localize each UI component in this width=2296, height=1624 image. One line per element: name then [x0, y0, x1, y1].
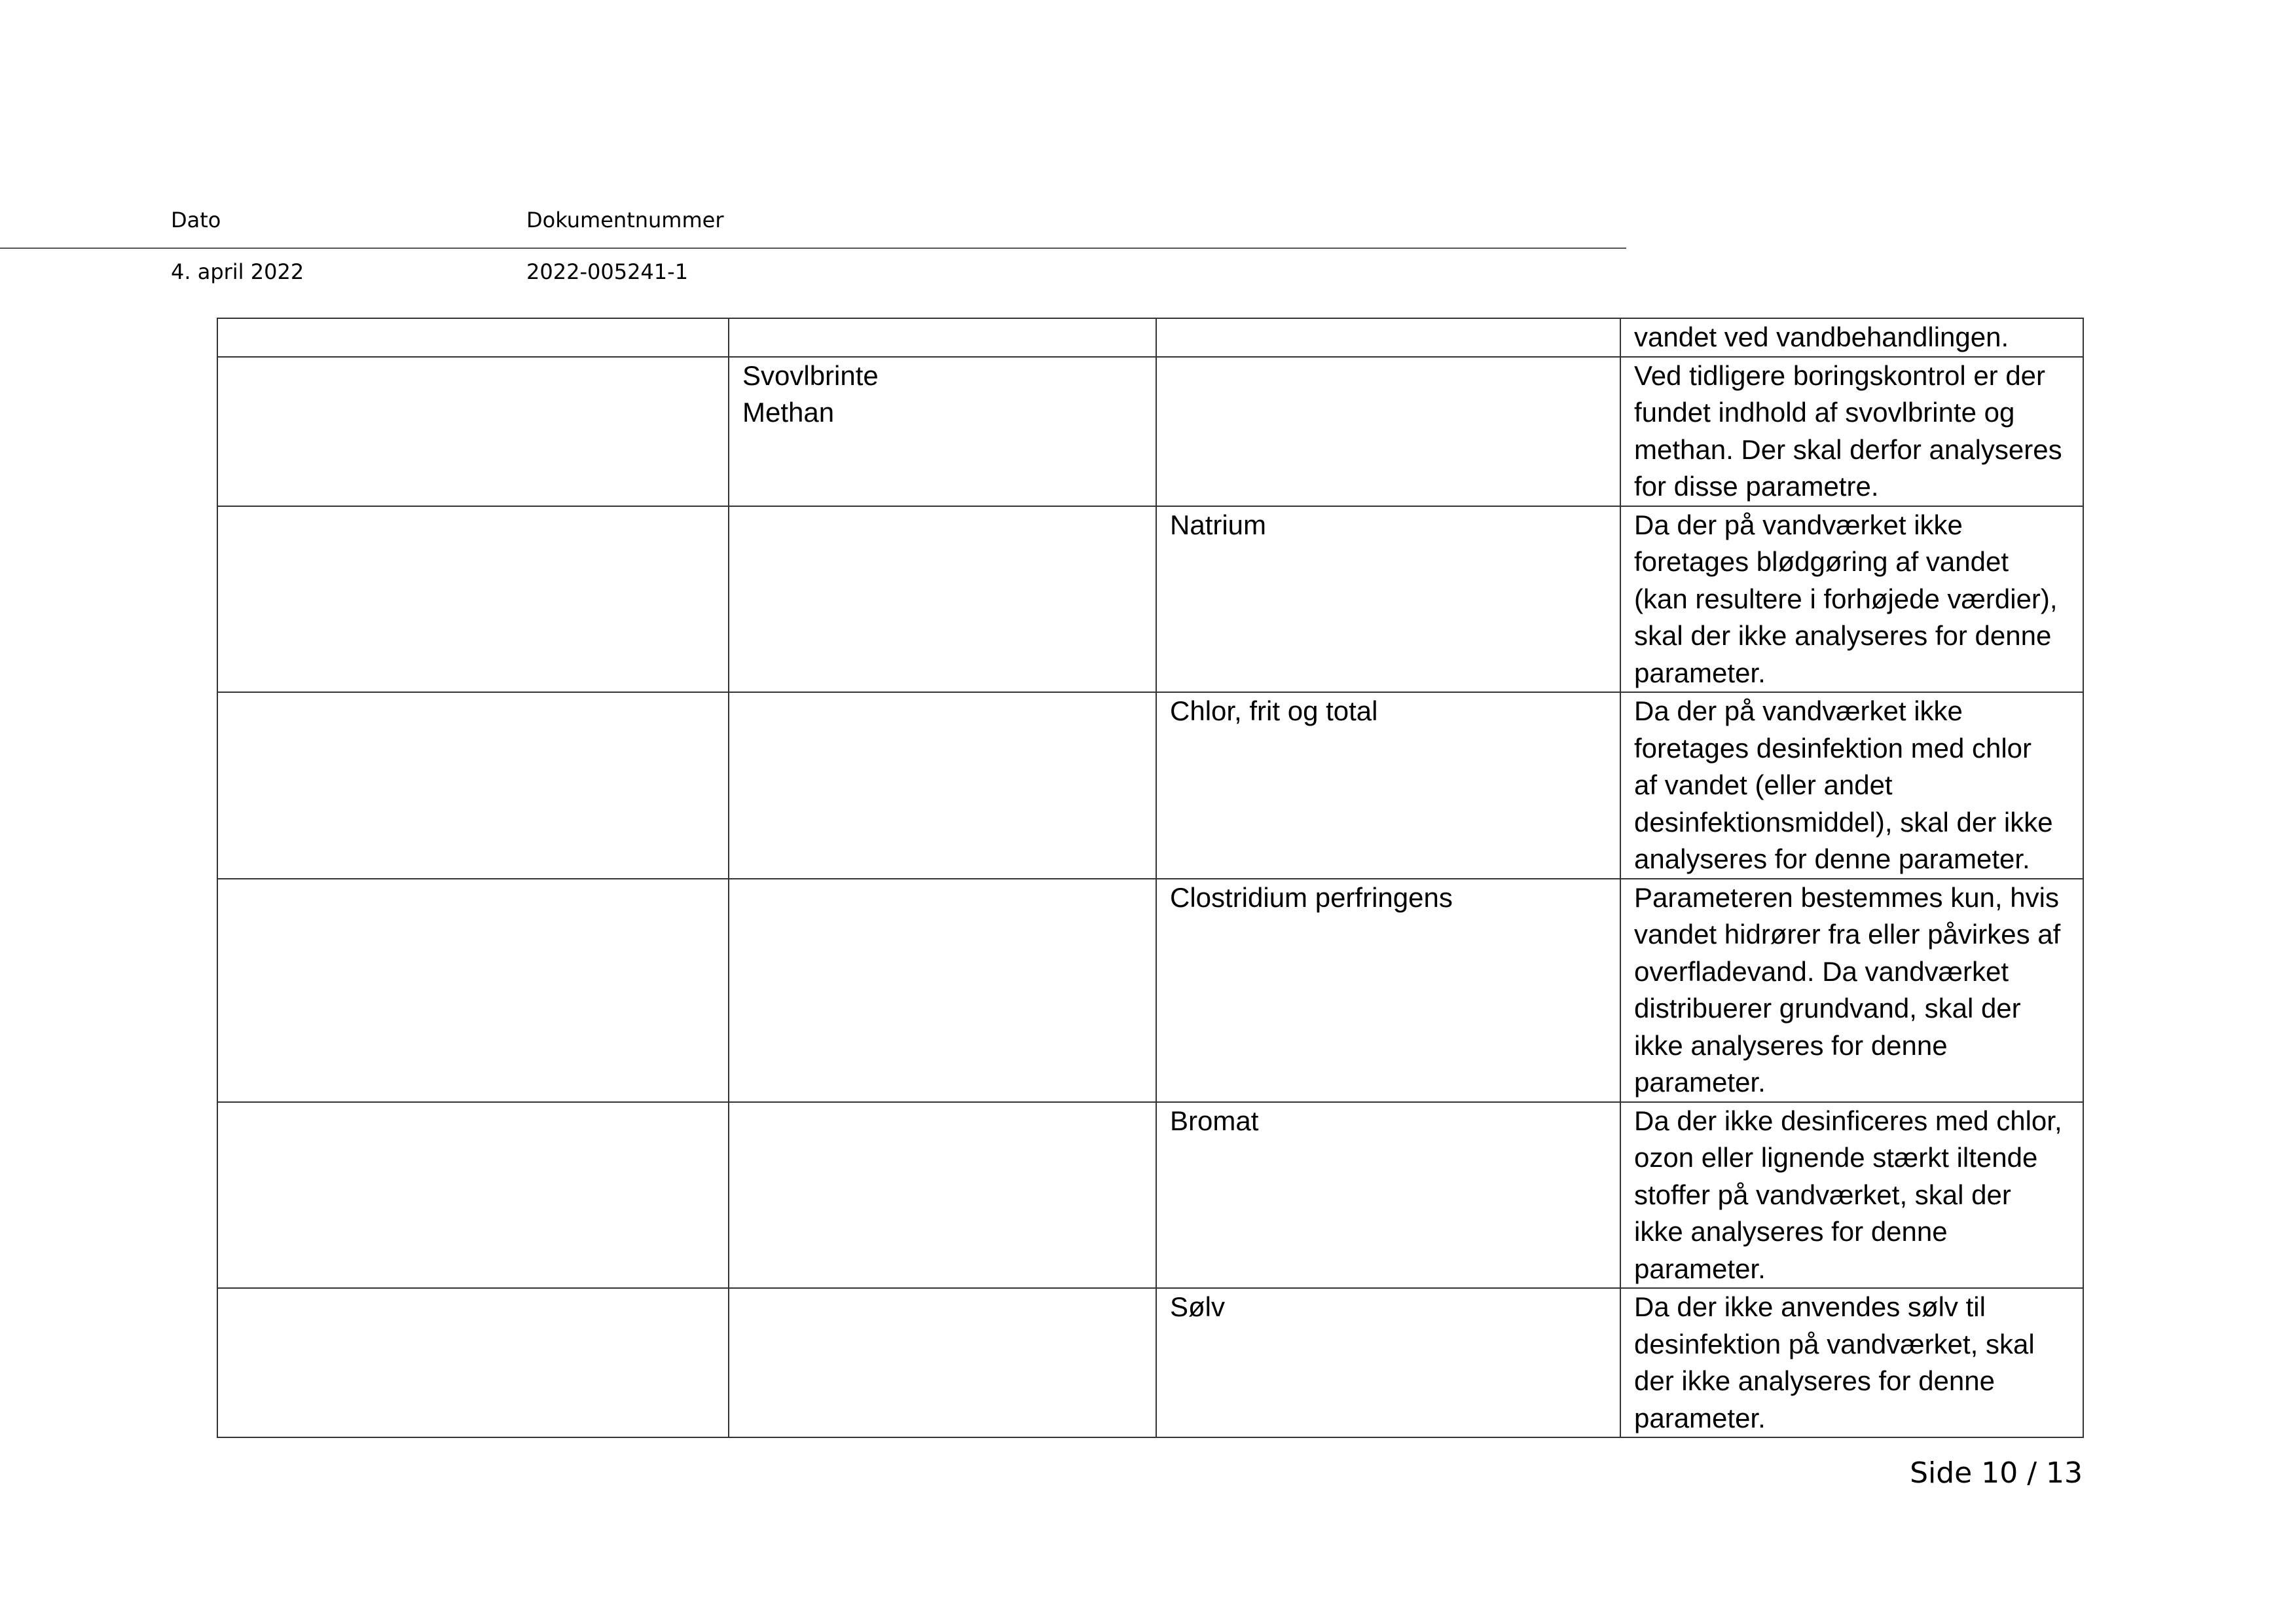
table-cell	[217, 1102, 729, 1289]
table-cell	[1620, 879, 2083, 1102]
table-cell	[729, 692, 1156, 879]
table-cell	[729, 1288, 1156, 1437]
table-cell	[729, 357, 1156, 506]
table-cell	[1156, 879, 1620, 1102]
document-number-label: Dokumentnummer	[526, 208, 724, 232]
table-cell	[1620, 692, 2083, 879]
parameter-table	[217, 318, 2084, 1438]
table-cell	[217, 1288, 729, 1437]
table-cell	[1156, 692, 1620, 879]
table-cell	[729, 318, 1156, 357]
table-cell	[217, 506, 729, 693]
table-cell	[1620, 318, 2083, 357]
page-number: Side 10 / 13	[1910, 1456, 2083, 1490]
cell-text: Chlor, frit og total	[1170, 695, 1378, 726]
cell-text: Da der på vandværket ikke foretages desinfektion med chlor af vandet (eller andet desinfektionsmiddel), skal der ikke analyseres for denne parameter.	[1634, 695, 2053, 874]
cell-text: Svovlbrinte Methan	[742, 360, 879, 428]
table-cell	[1620, 357, 2083, 506]
cell-text: Da der ikke anvendes sølv til desinfektion på vandværket, skal der ikke analyseres for denne parameter.	[1634, 1291, 2035, 1433]
cell-text: Da der på vandværket ikke foretages blødgøring af vandet (kan resultere i forhøjede værdier), skal der ikke analyseres for denne parameter.	[1634, 509, 2058, 688]
table-row	[217, 1102, 2083, 1289]
table-cell	[729, 506, 1156, 693]
table-row	[217, 318, 2083, 357]
table-cell	[1156, 318, 1620, 357]
date-value: 4. april 2022	[171, 259, 304, 284]
cell-text: Sølv	[1170, 1291, 1225, 1322]
table-cell	[729, 1102, 1156, 1289]
cell-text: Da der ikke desinficeres med chlor, ozon eller lignende stærkt iltende stoffer på vandværket, skal der ikke analyseres for denne parameter.	[1634, 1105, 2062, 1284]
table-cell	[729, 879, 1156, 1102]
table-row	[217, 879, 2083, 1102]
cell-text: vandet ved vandbehandlingen.	[1634, 322, 2009, 352]
cell-text: Bromat	[1170, 1105, 1259, 1136]
table-cell	[217, 692, 729, 879]
table-cell	[1156, 1102, 1620, 1289]
table-cell	[1156, 1288, 1620, 1437]
cell-text: Clostridium perfringens	[1170, 881, 1453, 913]
table-row	[217, 506, 2083, 693]
document-number-value: 2022-005241-1	[526, 259, 689, 284]
table-cell	[1156, 506, 1620, 693]
header-divider	[0, 248, 1626, 249]
date-label: Dato	[171, 208, 221, 232]
cell-text: Ved tidligere boringskontrol er der fundet indhold af svovlbrinte og methan. Der skal derfor analyseres for disse parametre.	[1634, 360, 2062, 502]
table-row	[217, 692, 2083, 879]
cell-text: Natrium	[1170, 509, 1267, 540]
cell-text: Parameteren bestemmes kun, hvis vandet hidrører fra eller påvirkes af overfladevand. Da vandværket distribuerer grundvand, skal der ikke analyseres for denne parameter.	[1634, 881, 2061, 1098]
table-cell	[1620, 506, 2083, 693]
table-cell	[1156, 357, 1620, 506]
table-cell	[217, 357, 729, 506]
table-cell	[217, 879, 729, 1102]
table-row	[217, 357, 2083, 506]
table-cell	[217, 318, 729, 357]
table-cell	[1620, 1102, 2083, 1289]
table-cell	[1620, 1288, 2083, 1437]
table-row	[217, 1288, 2083, 1437]
